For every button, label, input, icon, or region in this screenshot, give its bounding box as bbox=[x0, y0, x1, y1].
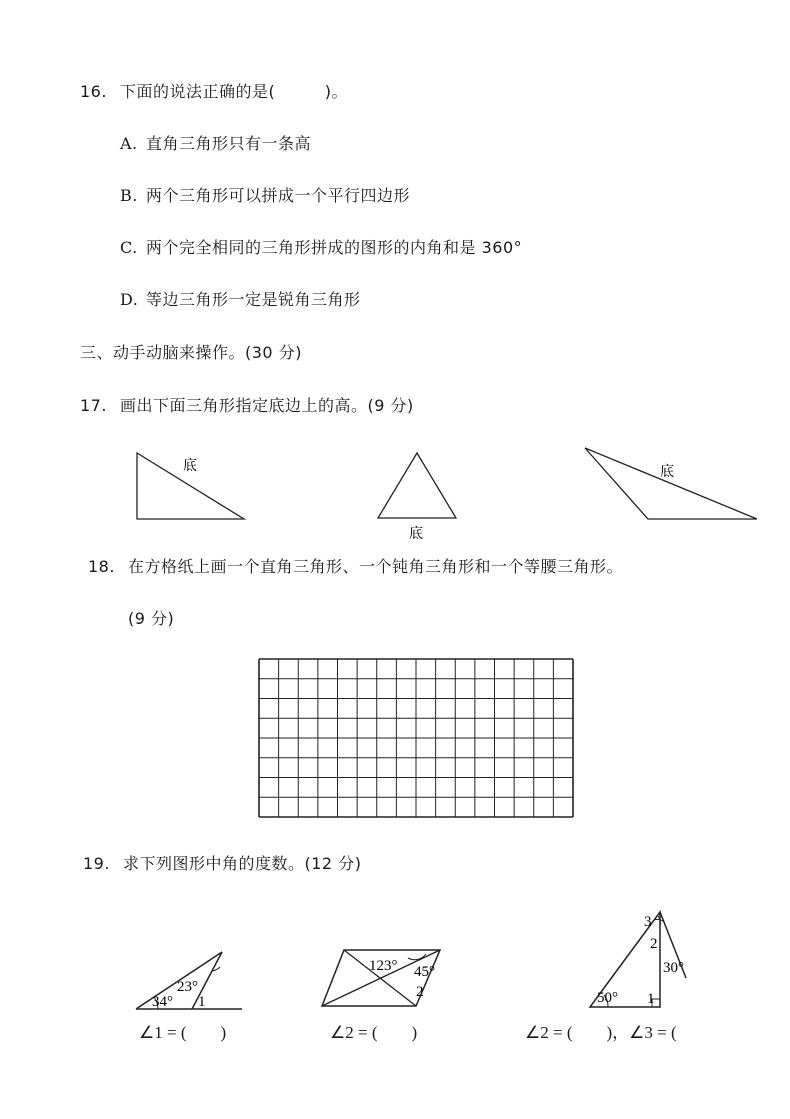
triangle-obtuse bbox=[585, 448, 757, 519]
q19-line bbox=[83, 851, 361, 874]
graph-paper-grid bbox=[258, 658, 574, 818]
option-text: 直角三角形只有一条高 bbox=[146, 134, 312, 153]
q16-stem: 下面的说法正确的是( )。 bbox=[120, 82, 348, 101]
triangle-right bbox=[137, 453, 244, 519]
q19-number: 19. bbox=[83, 854, 110, 873]
angle-50-label: 50° bbox=[597, 990, 618, 1006]
q19-figure-1 bbox=[132, 945, 252, 1015]
angle-23-label: 23° bbox=[177, 979, 198, 995]
q18-line bbox=[88, 554, 623, 577]
q16-option-a bbox=[120, 131, 311, 154]
angle-3-label: 3 bbox=[644, 914, 652, 930]
q19-answer-3: ∠2 = ( )，∠3 = ( bbox=[525, 1023, 677, 1042]
q16-option-d bbox=[120, 287, 361, 310]
q18-stem: 在方格纸上画一个直角三角形、一个钝角三角形和一个等腰三角形。 bbox=[128, 557, 624, 576]
q19-stem: 求下列图形中角的度数。(12 分) bbox=[123, 854, 362, 873]
base-label: 底 bbox=[183, 458, 197, 474]
q19-figure-3 bbox=[586, 906, 706, 1011]
angle-1-label: 1 bbox=[198, 994, 206, 1010]
q19-answer-1: ∠1 = ( ) bbox=[139, 1023, 227, 1042]
angle-1-label: 1 bbox=[647, 991, 655, 1007]
option-letter: D. bbox=[120, 290, 139, 309]
q16-number: 16. bbox=[80, 82, 107, 101]
option-text: 两个三角形可以拼成一个平行四边形 bbox=[146, 186, 411, 205]
option-letter: A. bbox=[120, 134, 138, 153]
angle-30-label: 30° bbox=[663, 960, 684, 976]
option-text: 等边三角形一定是锐角三角形 bbox=[146, 290, 361, 309]
triangle-equilateral bbox=[378, 453, 456, 542]
option-text: 两个完全相同的三角形拼成的图形的内角和是 360° bbox=[146, 238, 523, 257]
angle-45-label: 45° bbox=[414, 964, 435, 980]
base-label: 底 bbox=[409, 526, 423, 542]
option-letter: B. bbox=[120, 186, 138, 205]
q19-answer-2: ∠2 = ( ) bbox=[330, 1023, 418, 1042]
q16-line bbox=[80, 79, 348, 102]
angle-2-label: 2 bbox=[416, 984, 424, 1000]
q16-option-b bbox=[120, 183, 410, 206]
q17-number: 17. bbox=[80, 396, 107, 415]
section3-title: 三、动手动脑来操作。(30 分) bbox=[80, 343, 302, 362]
angle-34-label: 34° bbox=[152, 994, 173, 1010]
angle-2-label: 2 bbox=[650, 936, 658, 952]
angle-123-label: 123° bbox=[369, 958, 398, 974]
q17-triangles bbox=[0, 440, 790, 550]
base-label: 底 bbox=[660, 464, 674, 480]
option-letter: C. bbox=[120, 238, 138, 257]
q16-option-c bbox=[120, 235, 522, 258]
q17-line bbox=[80, 393, 414, 416]
q17-stem: 画出下面三角形指定底边上的高。(9 分) bbox=[120, 396, 414, 415]
q18-number: 18. bbox=[88, 557, 115, 576]
q18-points: (9 分) bbox=[128, 609, 175, 628]
q19-figure-2 bbox=[318, 944, 448, 1014]
